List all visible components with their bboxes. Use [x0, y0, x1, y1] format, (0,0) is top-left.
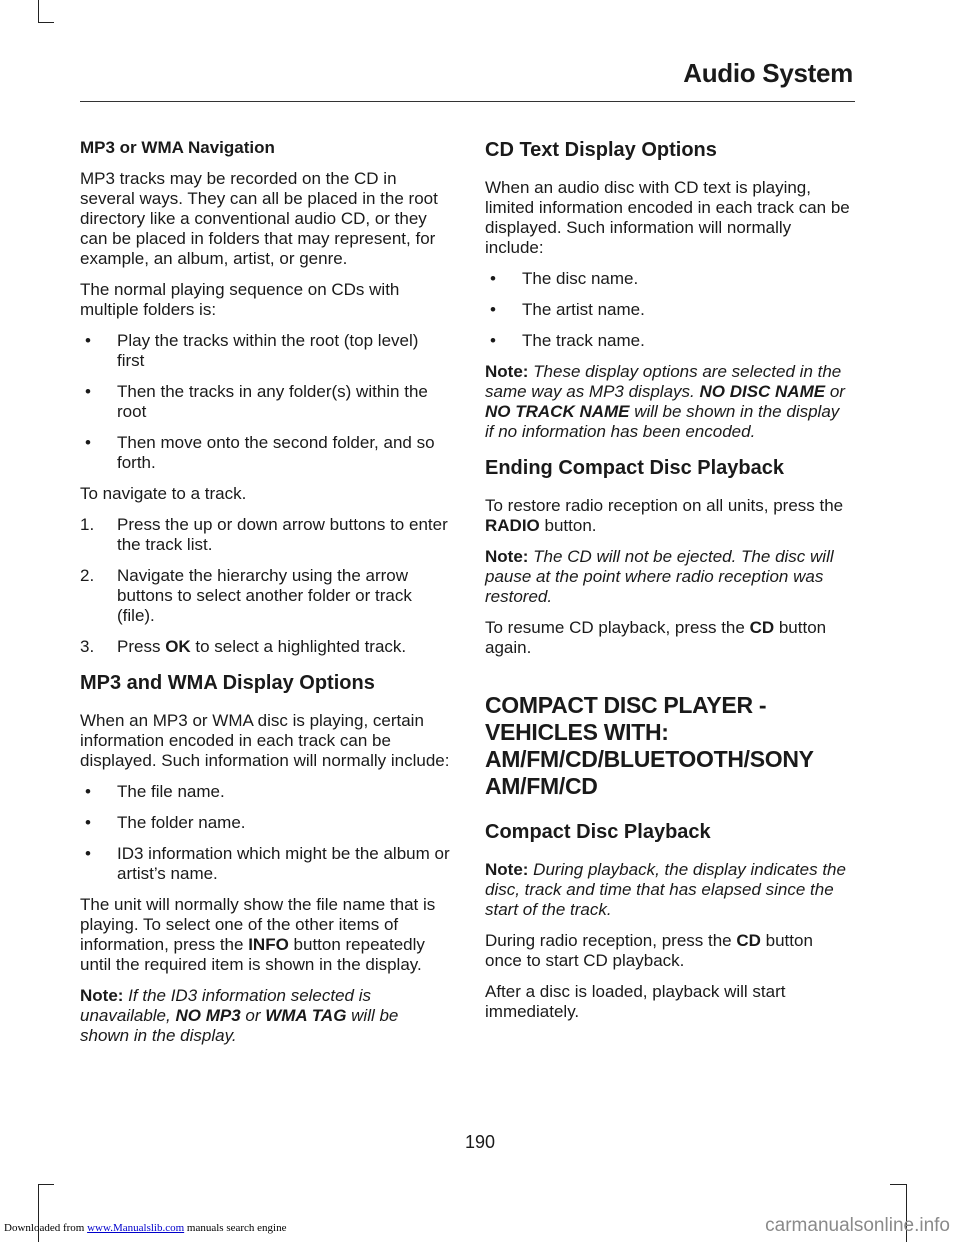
crop-mark — [38, 0, 39, 22]
key-label: CD — [736, 931, 761, 950]
section-heading: CD Text Display Options — [485, 139, 717, 161]
crop-mark — [890, 1184, 906, 1185]
section-heading: Ending Compact Disc Playback — [485, 457, 784, 479]
list-item: • The file name. — [85, 782, 225, 801]
list-item: 2. Navigate the hierarchy using the arrow buttons to select another folder or track (file). — [80, 566, 412, 625]
list-item: • The track name. — [490, 331, 645, 350]
paragraph: When an audio disc with CD text is playing, limited information encoded in each track can be displayed. Such information will normally include: — [485, 178, 850, 257]
steps-list — [80, 515, 450, 657]
paragraph: The normal playing sequence on CDs with multiple folders is: — [80, 280, 400, 319]
right-column — [485, 138, 851, 1033]
left-column — [80, 138, 450, 1057]
manualslib-link[interactable]: www.Manualslib.com — [87, 1222, 185, 1234]
paragraph: During radio reception, press the CD button once to start CD playback. — [485, 931, 813, 970]
display-list — [80, 782, 450, 884]
chapter-heading: COMPACT DISC PLAYER - VEHICLES WITH: AM/FM/CD/BLUETOOTH/SONY AM/FM/CD — [485, 692, 814, 799]
mp3-navigation-heading: MP3 or WMA Navigation — [80, 138, 275, 157]
paragraph: To resume CD playback, press the CD button again. — [485, 618, 827, 657]
list-item: • The disc name. — [490, 269, 639, 288]
page-title: Audio System — [683, 58, 853, 88]
note: Note: If the ID3 information selected is unavailable, NO MP3 or WMA TAG will be shown in the display. — [80, 986, 399, 1045]
paragraph: When an MP3 or WMA disc is playing, certain information encoded in each track can be displayed. Such information will normally include: — [80, 711, 450, 770]
list-item: • ID3 information which might be the album or artist’s name. — [85, 844, 450, 883]
header-divider — [80, 101, 855, 102]
section-heading: Compact Disc Playback — [485, 821, 711, 843]
list-item: 3. Press OK to select a highlighted track. — [80, 637, 407, 656]
list-item: • Then move onto the second folder, and so forth. — [85, 433, 435, 472]
paragraph: The unit will normally show the file name that is playing. To select one of the other items of information, press the INFO button repeatedly until the required item is shown in the display. — [80, 895, 436, 974]
paragraph: To navigate to a track. — [80, 484, 247, 503]
note: Note: These display options are selected in the same way as MP3 displays. NO DISC NAME or NO TRACK NAME will be shown in the display if no information has been encoded. — [485, 362, 845, 441]
note: Note: During playback, the display indicates the disc, track and time that has elapsed since the start of the track. — [485, 860, 846, 919]
section-heading: MP3 and WMA Display Options — [80, 672, 375, 694]
list-item: • The folder name. — [85, 813, 246, 832]
sequence-list — [80, 331, 450, 473]
page-number: 190 — [464, 1132, 496, 1152]
download-footer: Downloaded from www.Manualslib.com manuals search engine — [4, 1222, 287, 1234]
key-label: OK — [165, 637, 191, 656]
paragraph: After a disc is loaded, playback will start immediately. — [485, 982, 786, 1021]
paragraph: MP3 tracks may be recorded on the CD in several ways. They can all be placed in the root directory like a conventional audio CD, or they can be placed in folders that may represent, for example, an album, artist, or genre. — [80, 169, 438, 268]
key-label: RADIO — [485, 516, 540, 535]
cdtext-list — [485, 269, 851, 351]
note: Note: The CD will not be ejected. The disc will pause at the point where radio reception was restored. — [485, 547, 834, 606]
list-item: • Play the tracks within the root (top level) first — [85, 331, 419, 370]
crop-mark — [38, 1184, 54, 1185]
key-label: CD — [749, 618, 775, 637]
list-item: • Then the tracks in any folder(s) within the root — [85, 382, 428, 421]
list-item: • The artist name. — [490, 300, 645, 319]
watermark: carmanualsonline.info — [765, 1215, 950, 1236]
key-label: INFO — [248, 935, 289, 954]
crop-mark — [38, 22, 54, 23]
list-item: 1. Press the up or down arrow buttons to enter the track list. — [80, 515, 448, 554]
paragraph: To restore radio reception on all units, press the RADIO button. — [485, 496, 844, 535]
